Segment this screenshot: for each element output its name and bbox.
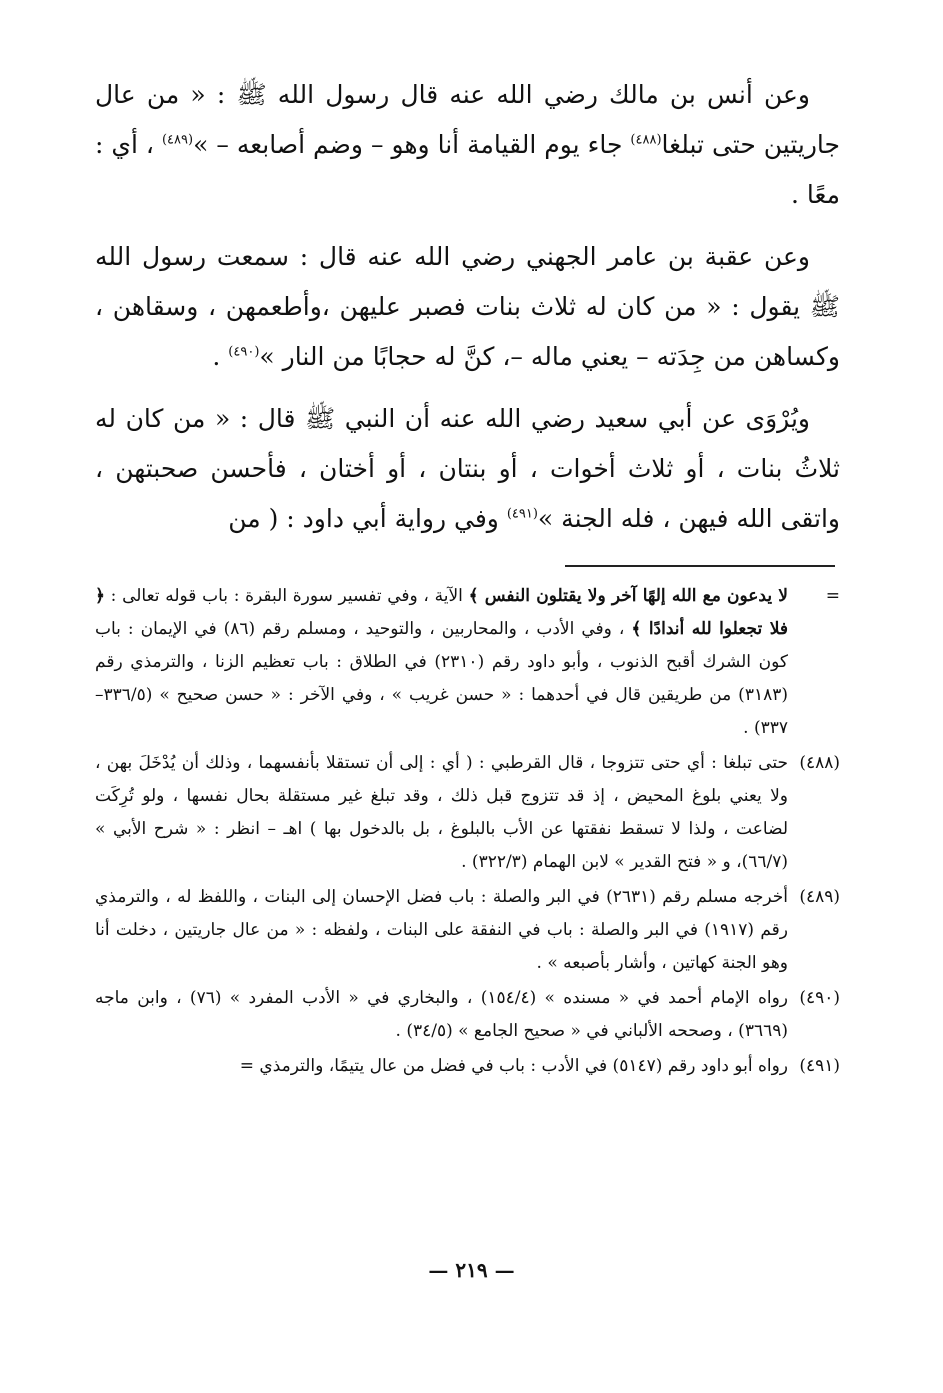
footnote-ref-488[interactable]: (٤٨٨) <box>630 132 662 148</box>
page-number: — ٢١٩ — <box>428 1258 515 1282</box>
paragraph-anas: وعن أنس بن مالك رضي الله عنه قال رسول الله ﷺ : « من عال جاريتين حتى تبلغا$^{(٤٨٨)}$ جاء يوم القيامة أنا وهو – وضم أصابعه – »$^{(٤٨٩)}$ ، أي : معًا . <box>95 80 840 209</box>
footnote-continuation: = لا يدعون مع الله إلهًا آخر ولا يقتلون النفس ﴾ الآية ، وفي تفسير سورة البقرة : باب قوله تعالى : ﴿ فلا تجعلوا لله أندادًا ﴾ ، وفي الأدب ، والمحاربين ، والتوحيد ، ومسلم رقم (٨٦) في الإيمان : باب كون الشرك أقبح الذنوب ، وأبو داود رقم (٢٣١٠) في الطلاق : باب تعظيم الزنا ، والترمذي رقم (٣١٨٣) من طريقين قال في أحدهما : « حسن غريب » ، وفي الآخر : « حسن صحيح » (٣٣٦/٥–٣٣٧) . <box>95 580 840 745</box>
footnote-489: (٤٨٩) أخرجه مسلم رقم (٢٦٣١) في البر والصلة : باب فضل الإحسان إلى البنات ، واللفظ له ، والترمذي رقم (١٩١٧) في البر والصلة : باب في النفقة على البنات ، ولفظه : « من عال جاريتين ، دخلت أنا وهو الجنة كهاتين ، وأشار بأصبعه » . <box>95 881 840 980</box>
footnote-ref-489[interactable]: (٤٨٩) <box>161 132 194 148</box>
footnote-488: (٤٨٨) حتى تبلغا : أي حتى تتزوجا ، قال القرطبي : ( أي : إلى أن تستقلا بأنفسهما ، وذلك أن يُدْخَلَ بهن ، ولا يعني بلوغ المحيض ، إذ قد تتزوج قبل ذلك ، وقد تبلغ غير مستقلة بحال نفسها ، ولو تُرِكَت لضاعت ، ولذا لا تسقط نفقتها عن الأب بالبلوغ ، بل بالدخول بها ) اهـ – انظر : « شرح الأبي » (٦٦/٧)، و « فتح القدير » لابن الهمام (٣٢٢/٣) . <box>95 747 840 879</box>
footnote-number: (٤٩٠) <box>799 988 840 1008</box>
paragraph-uqba: وعن عقبة بن عامر الجهني رضي الله عنه قال : سمعت رسول الله ﷺ يقول : « من كان له ثلاث بنات فصبر عليهن ،وأطعمهن ، وسقاهن ، وكساهن من جِدَته – يعني ماله –، كنَّ له حجابًا من النار »$^{(٤٩٠)}$ . <box>95 242 840 371</box>
paragraph-abu-said: ويُرْوَى عن أبي سعيد رضي الله عنه أن النبي ﷺ قال : « من كان له ثلاثُ بنات ، أو ثلاث أخوات ، أو بنتان ، أو أختان ، فأحسن صحبتهن ، واتقى الله فيهن ، فله الجنة »$^{(٤٩١)}$ وفي رواية أبي داود : ( من <box>95 404 840 533</box>
footnote-number: (٤٨٨) <box>799 753 840 773</box>
footnote-number: (٤٩١) <box>799 1056 840 1076</box>
footnote-ref-491[interactable]: (٤٩١) <box>506 506 538 522</box>
footnote-number: (٤٨٩) <box>799 887 840 907</box>
footnotes-section <box>95 580 840 1085</box>
footnote-491: (٤٩١) رواه أبو داود رقم (٥١٤٧) في الأدب : باب في فضل من عال يتيمًا، والترمذي = <box>95 1050 840 1083</box>
footnote-divider <box>565 565 835 567</box>
footnote-490: (٤٩٠) رواه الإمام أحمد في « مسنده » (١٥٤/٤) ، والبخاري في « الأدب المفرد » (٧٦) ، وابن ماجه (٣٦٦٩) ، وصححه الألباني في « صحيح الجامع » (٣٤/٥) . <box>95 982 840 1048</box>
main-text <box>95 70 840 556</box>
continuation-mark: = <box>825 586 840 606</box>
footnote-ref-490[interactable]: (٤٩٠) <box>228 344 260 360</box>
